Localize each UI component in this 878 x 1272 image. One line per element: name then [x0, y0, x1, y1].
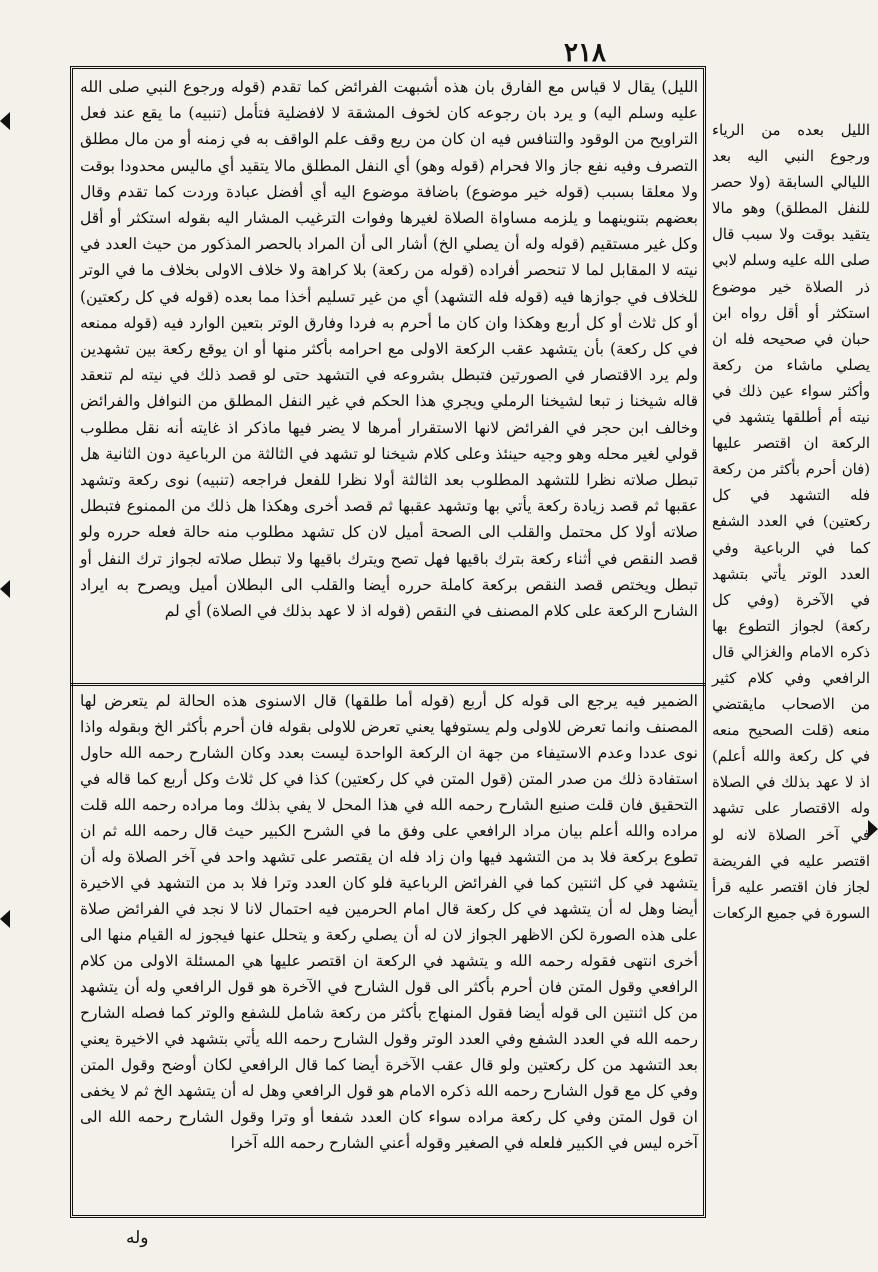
main-commentary-upper: الليل) يقال لا قياس مع الفارق بان هذه أشبهت الفرائض كما تقدم (قوله ورجوع النبي صلى الله عليه وسلم اليه) و يرد بان رجوعه كان لخوف المشقة لا لافضلية فتأمل (تنبيه) ما يقع عند فعل التراويح من الوقود والتنافس فيه ان كان من ريع وقف علم الواقف به في زمنه أو من مال مطلق التصرف وفيه نفع جاز والا فحرام (قوله وهو) أي النفل المطلق مالا يتقيد أي ماليس محدودا بوقت ولا معلقا بسبب (قوله خير موضوع) باضافة موضوع اليه أي أفضل عبادة وردت كما تقدم وقال بعضهم بتنوينهما و يلزمه مساواة الصلاة لغيرها وفوات الترغيب المشار اليه بقوله استكثر أو أقل وكل غير مستقيم (قوله وله أن يصلي الخ) أشار الى أن المراد بالحصر المذكور من حيث العدد في نيته لا المقابل لما لا تنحصر أفراده (قوله من ركعة) بلا كراهة ولا خلاف الاولى بخلاف ما في الوتر للخلاف في جوازها فيه (قوله فله التشهد) أي من غير تسليم أخذا مما بعده (قوله في كل ركعتين) أو كل ثلاث أو كل أربع وهكذا وان كان ما أحرم به فردا وفارق الوتر بتعين الوارد فيه (قوله ممنعه في كل ركعة) بأن يتشهد عقب الركعة الاولى مع احرامه بأكثر منها أو ان يوقع ركعة بين تشهدين ولم يرد الاقتصار في الصورتين فتبطل بشروعه في التشهد حتى لو قصد ذلك في نيته لم تنعقد قاله شيخنا ز تبعا لشيخنا الرملي ويجري هذا الحكم في غير النفل المطلق من النوافل والفرائض وخالف ابن حجر في الفرائض لانها الاستقرار أمرها لا يضر فيها ماذكر اذ غايته أنه نقل مطلوب قولي لغير محله وهو وجيه حينئذ وعلى كلام شيخنا لو تشهد في الثالثة من الرباعية دون الثانية هل تبطل صلاته نظرا للتشهد المطلوب بعد الثالثة أولا نظرا للفعل فراجعه (تنبيه) نوى ركعة وتشهد عقبها ثم قصد زيادة ركعة يأتي بها وتشهد عقبها ثم قصد أخرى وهكذا هل ذلك من الممنوع فتبطل صلاته أولا كل محتمل والقلب الى الصحة أميل لان كل تشهد مطلوب منه حالة فعله حرره ولو قصد النقص في أثناء ركعة بترك باقيها فهل تصح ويترك باقيها ولا تبطل صلاته لجواز ترك النفل أو تبطل ويختص قصد النقص بركعة كاملة حرره أيضا والقلب الى البطلان أميل ويصرح به ايراد الشارح الركعة على كلام المصنف في النقص (قوله اذ لا عهد بذلك في الصلاة) أي لم	[80, 78, 698, 621]
catchword: وله	[126, 1228, 149, 1248]
edge-mark-right	[868, 820, 878, 838]
page-number: ٢١٨	[564, 38, 606, 68]
edge-mark-left-middle	[0, 580, 10, 598]
edge-mark-left-lower	[0, 910, 10, 928]
section-divider	[70, 683, 706, 686]
margin-text: الليل بعده من الرياء ورجوع النبي اليه بعد الليالي السابقة (ولا حصر للنفل المطلق) وهو مالا يتقيد بوقت ولا سبب قال صلى الله عليه وسلم لابي ذر الصلاة خير موضوع استكثر أو أقل رواه ابن حبان في صحيحه فله ان يصلي ماشاء من ركعة وأكثر سواء عين ذلك في نيته أم أطلقها يتشهد في الركعة ان اقتصر عليها (فان أحرم بأكثر من ركعة فله التشهد في كل ركعتين) في العدد الشفع كما في الرباعية وفي العدد الوتر يأتي بتشهد في الآخرة (وفي كل ركعة) لجواز التطوع بها ذكره الامام والغزالي قال الرافعي وفي كلام كثير من الاصحاب مايقتضي منعه (قلت الصحيح منعه في كل ركعة والله أعلم) اذ لا عهد بذلك في الصلاة وله الاقتصار على تشهد في آخر الصلاة لانه لو اقتصر عليه في الفريضة لجاز فان اقتصر عليه قرأ السورة في جميع الركعات	[712, 122, 870, 922]
edge-mark-left-top	[0, 112, 10, 130]
main-commentary-lower: الضمير فيه يرجع الى قوله كل أربع (قوله أما طلقها) قال الاسنوى هذه الحالة لم يتعرض لها المصنف وانما تعرض للاولى ولم يستوفها يعني تعرض للاولى بقوله فان أحرم بأكثر الخ وبقوله واذا نوى عددا وعدم الاستيفاء من جهة ان الركعة الواحدة ليست بعدد وكان الشارح رحمه الله حاول استفادة ذلك من صدر المتن (قول المتن في كل ركعتين) كذا في كل ثلاث وكل أربع كما قاله في التحقيق فان قلت صنيع الشارح رحمه الله في هذا المحل لا يفي بذلك وما مراده رحمه الله قلت مراده والله أعلم بيان مراد الرافعي على وفق ما في الشرح الكبير حيث قال رحمه الله ثم ان تطوع بركعة فلا بد من التشهد فيها وان زاد فله ان يقتصر على تشهد واحد في آخر الصلاة وله أن يتشهد في كل اثنتين كما في الفرائض الرباعية فلو كان العدد وترا فلا بد من التشهد في الاخيرة أيضا وهل له أن يتشهد في كل ركعة قال امام الحرمين فيه احتمال لانا لا نجد في الفرائض صلاة على هذه الصورة لكن الاظهر الجواز لان له أن يصلي ركعة و يتحلل عنها فيجوز له القيام منها الى أخرى انتهى فقوله رحمه الله و يتشهد في الركعة ان اقتصر عليها هي المسئلة الاولى من كلام الرافعي وقول المتن فان أحرم بأكثر الى قول الشارح في الآخرة هو قول الرافعي وله أن يتشهد من كل اثنتين الى قوله أيضا فقول المنهاج بأكثر من ركعة شامل للشفع والوتر كما فصله الشارح رحمه الله في العدد الشفع وفي العدد الوتر وقول الشارح رحمه الله يأتي بتشهد في الاخيرة يعني بعد التشهد من كل ركعتين ولو قال عقب الآخرة أيضا كما قال الرافعي لكان أوضح وقول المتن وفي كل مع قول الشارح رحمه الله ذكره الامام هو قول الرافعي وهل له أن يتشهد الخ ثم لا يخفى ان قول المتن وفي كل ركعة مراده سواء كان العدد شفعا أو وترا وقول الشارح رحمه الله الى آخره ليس في الكبير فلعله في الصغير وقوله أعني الشارح رحمه الله آخرا	[80, 692, 698, 1152]
